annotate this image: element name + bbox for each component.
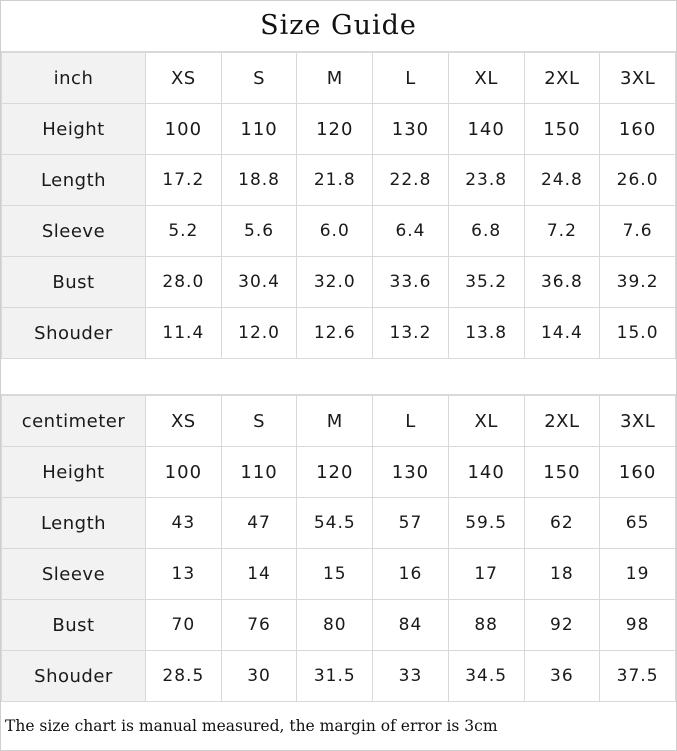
- table-row: [2, 447, 676, 498]
- row-label-length: Length: [2, 155, 146, 206]
- measurement-disclaimer: The size chart is manual measured, the margin of error is 3cm: [1, 702, 676, 750]
- cell: 43: [146, 498, 222, 549]
- table-row: [2, 104, 676, 155]
- cell: 28.5: [146, 651, 222, 702]
- cell: 23.8: [448, 155, 524, 206]
- cell: 5.2: [146, 206, 222, 257]
- size-header-2xl: 2XL: [524, 396, 600, 447]
- cell: 32.0: [297, 257, 373, 308]
- size-header-xs: XS: [146, 396, 222, 447]
- page-title: Size Guide: [1, 1, 676, 52]
- cell: 92: [524, 600, 600, 651]
- cell: 80: [297, 600, 373, 651]
- cell: 36.8: [524, 257, 600, 308]
- cell: 47: [221, 498, 297, 549]
- cell: 76: [221, 600, 297, 651]
- cell: 18.8: [221, 155, 297, 206]
- cell: 7.6: [600, 206, 676, 257]
- cell: 54.5: [297, 498, 373, 549]
- size-header-3xl: 3XL: [600, 396, 676, 447]
- row-label-shouder: Shouder: [2, 308, 146, 359]
- cell: 59.5: [448, 498, 524, 549]
- row-label-sleeve: Sleeve: [2, 206, 146, 257]
- cell: 13.2: [373, 308, 449, 359]
- size-header-3xl: 3XL: [600, 53, 676, 104]
- cell: 88: [448, 600, 524, 651]
- cell: 21.8: [297, 155, 373, 206]
- cell: 6.8: [448, 206, 524, 257]
- size-table-inch: [1, 52, 676, 359]
- cell: 15.0: [600, 308, 676, 359]
- cell: 5.6: [221, 206, 297, 257]
- cell: 160: [600, 447, 676, 498]
- cell: 14.4: [524, 308, 600, 359]
- unit-label-centimeter: centimeter: [2, 396, 146, 447]
- cell: 12.6: [297, 308, 373, 359]
- cell: 6.0: [297, 206, 373, 257]
- size-header-xl: XL: [448, 396, 524, 447]
- table-row: [2, 600, 676, 651]
- cell: 65: [600, 498, 676, 549]
- cell: 84: [373, 600, 449, 651]
- cell: 98: [600, 600, 676, 651]
- cell: 11.4: [146, 308, 222, 359]
- table-separator: [1, 359, 676, 395]
- table-row: [2, 549, 676, 600]
- cell: 30: [221, 651, 297, 702]
- cell: 17: [448, 549, 524, 600]
- table-row: [2, 257, 676, 308]
- size-header-m: M: [297, 396, 373, 447]
- unit-label-inch: inch: [2, 53, 146, 104]
- row-label-length: Length: [2, 498, 146, 549]
- size-header-s: S: [221, 53, 297, 104]
- cell: 19: [600, 549, 676, 600]
- cell: 14: [221, 549, 297, 600]
- cell: 31.5: [297, 651, 373, 702]
- cell: 110: [221, 104, 297, 155]
- row-label-height: Height: [2, 104, 146, 155]
- cell: 7.2: [524, 206, 600, 257]
- cell: 24.8: [524, 155, 600, 206]
- table-header-row: [2, 396, 676, 447]
- cell: 120: [297, 104, 373, 155]
- size-table-centimeter: [1, 395, 676, 702]
- cell: 100: [146, 104, 222, 155]
- cell: 17.2: [146, 155, 222, 206]
- table-header-row: [2, 53, 676, 104]
- table-row: [2, 651, 676, 702]
- table-row: [2, 206, 676, 257]
- size-header-m: M: [297, 53, 373, 104]
- cell: 6.4: [373, 206, 449, 257]
- cell: 16: [373, 549, 449, 600]
- table-row: [2, 308, 676, 359]
- row-label-height: Height: [2, 447, 146, 498]
- cell: 18: [524, 549, 600, 600]
- cell: 33: [373, 651, 449, 702]
- table-row: [2, 155, 676, 206]
- cell: 36: [524, 651, 600, 702]
- cell: 15: [297, 549, 373, 600]
- cell: 28.0: [146, 257, 222, 308]
- cell: 160: [600, 104, 676, 155]
- cell: 13.8: [448, 308, 524, 359]
- size-header-l: L: [373, 396, 449, 447]
- cell: 37.5: [600, 651, 676, 702]
- cell: 70: [146, 600, 222, 651]
- size-header-l: L: [373, 53, 449, 104]
- row-label-shouder: Shouder: [2, 651, 146, 702]
- cell: 30.4: [221, 257, 297, 308]
- table-row: [2, 498, 676, 549]
- row-label-bust: Bust: [2, 600, 146, 651]
- cell: 57: [373, 498, 449, 549]
- cell: 34.5: [448, 651, 524, 702]
- cell: 120: [297, 447, 373, 498]
- cell: 110: [221, 447, 297, 498]
- size-header-xl: XL: [448, 53, 524, 104]
- cell: 26.0: [600, 155, 676, 206]
- cell: 140: [448, 104, 524, 155]
- cell: 35.2: [448, 257, 524, 308]
- cell: 39.2: [600, 257, 676, 308]
- cell: 22.8: [373, 155, 449, 206]
- row-label-bust: Bust: [2, 257, 146, 308]
- size-header-s: S: [221, 396, 297, 447]
- size-header-2xl: 2XL: [524, 53, 600, 104]
- cell: 150: [524, 447, 600, 498]
- row-label-sleeve: Sleeve: [2, 549, 146, 600]
- cell: 130: [373, 104, 449, 155]
- cell: 140: [448, 447, 524, 498]
- cell: 33.6: [373, 257, 449, 308]
- cell: 13: [146, 549, 222, 600]
- cell: 130: [373, 447, 449, 498]
- cell: 12.0: [221, 308, 297, 359]
- cell: 100: [146, 447, 222, 498]
- size-header-xs: XS: [146, 53, 222, 104]
- cell: 150: [524, 104, 600, 155]
- cell: 62: [524, 498, 600, 549]
